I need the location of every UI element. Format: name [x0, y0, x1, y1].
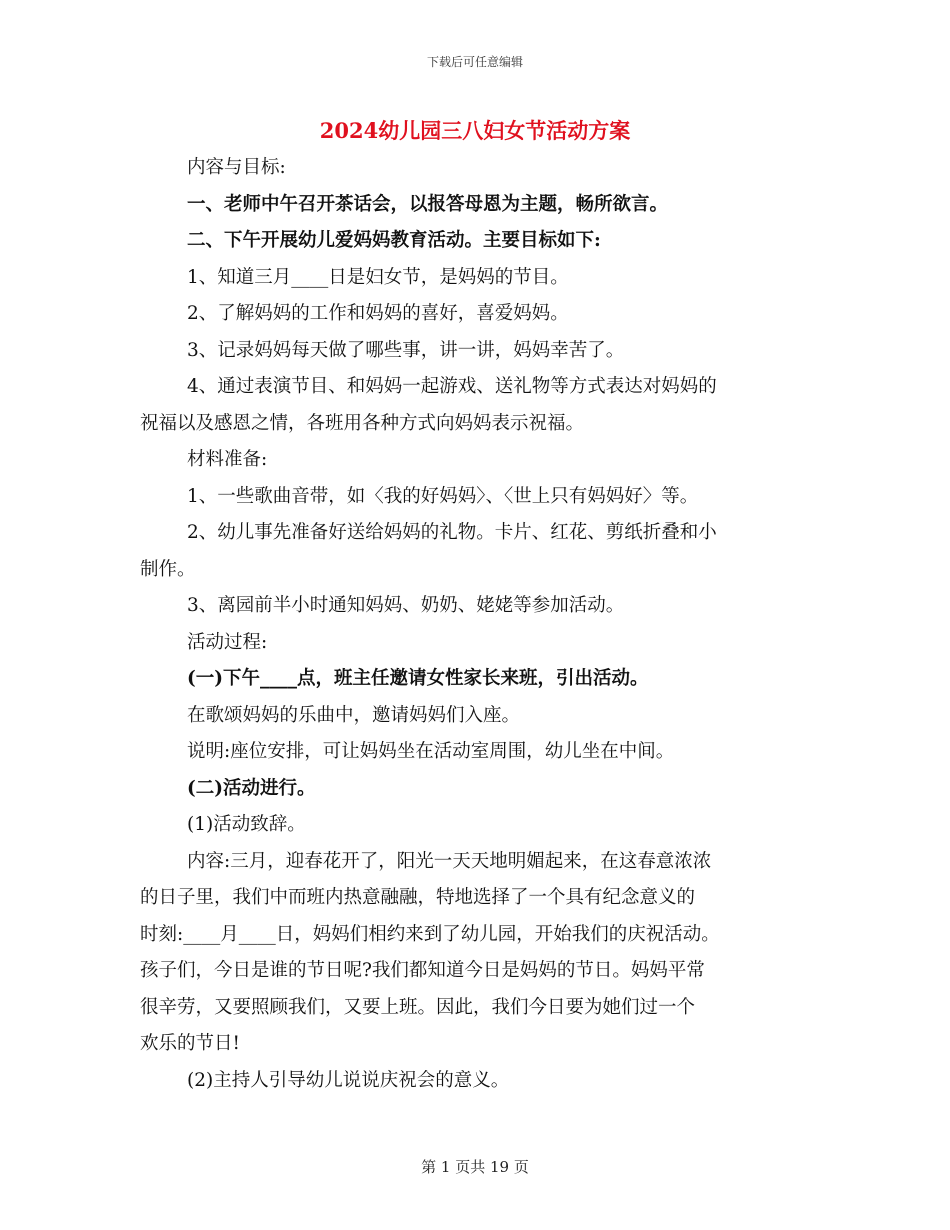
paragraph-line: 二、下午开展幼儿爱妈妈教育活动。主要目标如下:: [187, 230, 601, 251]
paragraph-line: 材料准备:: [187, 449, 268, 470]
page-footer: 第 1 页共 19 页: [421, 1158, 529, 1176]
paragraph-line: (2)主持人引导幼儿说说庆祝会的意义。: [187, 1069, 510, 1091]
paragraph-line: 活动过程:: [187, 631, 268, 653]
paragraph-line: 在歌颂妈妈的乐曲中，邀请妈妈们入座。: [187, 704, 521, 726]
paragraph-line: (一)下午____点，班主任邀请女性家长来班，引出活动。: [187, 668, 649, 689]
paragraph-line: 祝福以及感恩之情，各班用各种方式向妈妈表示祝福。: [140, 412, 585, 434]
document-body: [140, 150, 810, 1099]
paragraph-line: (1)活动致辞。: [187, 814, 306, 835]
paragraph-line: 3、记录妈妈每天做了哪些事，讲一讲，妈妈幸苦了。: [187, 339, 625, 361]
paragraph-line: 2、了解妈妈的工作和妈妈的喜好，喜爱妈妈。: [187, 303, 569, 324]
paragraph-line: (二)活动进行。: [187, 777, 316, 799]
paragraph-line: 一、老师中午召开茶话会，以报答母恩为主题，畅所欲言。: [187, 193, 669, 215]
header-note: 下载后可任意编辑: [426, 55, 523, 69]
paragraph-line: 1、一些歌曲音带，如〈我的好妈妈〉、〈世上只有妈妈好〉等。: [187, 485, 699, 507]
paragraph-line: 时刻:____月____日，妈妈们相约来到了幼儿园，开始我们的庆祝活动。: [140, 923, 720, 945]
paragraph-line: 很辛劳，又要照顾我们，又要上班。因此，我们今日要为她们过一个: [140, 996, 696, 1018]
paragraph-line: 内容与目标:: [187, 157, 286, 178]
paragraph-line: 2、幼儿事先准备好送给妈妈的礼物。卡片、红花、剪纸折叠和小: [187, 522, 717, 543]
paragraph-line: 欢乐的节日!: [140, 1033, 240, 1054]
paragraph-line: 孩子们，今日是谁的节日呢?我们都知道今日是妈妈的节日。妈妈平常: [140, 960, 705, 981]
paragraph-line: 制作。: [140, 558, 196, 580]
paragraph-line: 的日子里，我们中而班内热意融融，特地选择了一个具有纪念意义的: [140, 887, 696, 908]
document-title: 2024幼儿园三八妇女节活动方案: [319, 118, 631, 143]
paragraph-line: 内容:三月，迎春花开了，阳光一天天地明媚起来，在这春意浓浓: [187, 850, 712, 872]
paragraph-line: 1、知道三月____日是妇女节，是妈妈的节目。: [187, 266, 569, 288]
paragraph-line: 说明:座位安排，可让妈妈坐在活动室周围，幼儿坐在中间。: [187, 741, 675, 762]
paragraph-line: 3、离园前半小时通知妈妈、奶奶、姥姥等参加活动。: [187, 595, 625, 616]
paragraph-line: 4、通过表演节目、和妈妈一起游戏、送礼物等方式表达对妈妈的: [187, 376, 717, 397]
